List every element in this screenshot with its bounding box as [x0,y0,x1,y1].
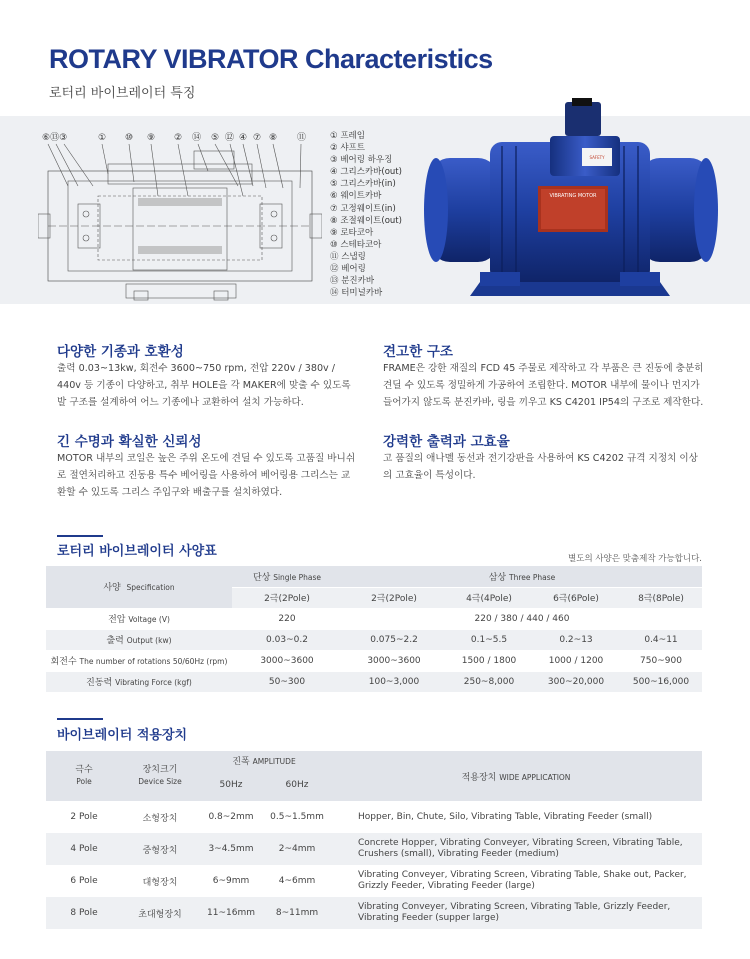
parts-legend [330,130,402,299]
table-cell: Vibrating Conveyer, Vibrating Screen, Vibrating Table, Grizzly Feeder, Vibrating Feeder (supper large) [330,897,702,929]
table-cell: 500~16,000 [620,671,702,692]
table-row [46,650,702,671]
table-cell: 0.075~2.2 [342,629,446,650]
table-cell: 6~9mm [212,876,250,886]
legend-item: ① 프레임 [330,131,365,141]
table-cell: Concrete Hopper, Vibrating Conveyer, Vibrating Screen, Vibrating Table, Crushers (small), Vibrating Feeder (medium) [330,833,702,865]
table-row [46,608,702,629]
table-cell: 0.4~11 [620,629,702,650]
warning-label: SAFETY [589,155,605,160]
legend-item: ⑫ 베어링 [330,264,366,275]
app-table-title: 바이브레이터 적용장치 [57,728,188,743]
custom-order-note: 별도의 사양은 맞춤제작 가능합니다. [568,554,702,564]
table-cell: 1000 / 1200 [548,655,604,666]
table-cell: 3~4.5mm [198,833,264,865]
table-cell: 0.2~13 [532,629,620,650]
table-cell: 4~6mm [278,876,316,886]
cross-section-diagram [38,126,322,302]
callout-11: ⑪ [297,133,307,143]
row-label: 전압 Voltage (V) [108,615,170,625]
legend-item: ⑨ 로타코아 [330,227,374,238]
section-rule [57,718,103,720]
table-cell: 2 Pole [70,812,98,822]
table-cell: 220 [278,613,296,624]
spec-table-title: 로터리 바이브레이터 사양표 [57,544,217,559]
feature-title: 견고한 구조 [383,344,453,360]
vibrator-motor-photo [420,96,720,306]
spec-label-header: 사양 Specification [46,566,232,608]
row-label: 출력 Output (kw) [46,629,232,650]
page-subtitle: 로터리 바이브레이터 특징 [49,86,196,101]
table-cell: 대형장치 [142,877,178,888]
table-row [46,801,702,833]
size-column-header: 장치크기 Device Size [122,751,198,801]
table-cell: 6 Pole [70,876,98,886]
pole-header: 8극(8Pole) [620,587,702,608]
table-cell: 250~8,000 [446,671,532,692]
pole-header: 6극(6Pole) [532,587,620,608]
application-table [46,751,702,929]
callout-6-13-3: ⑥⑬③ [42,133,68,143]
table-cell: 4 Pole [46,833,122,865]
table-cell: 750~900 [640,655,682,666]
table-cell: 8~11mm [264,897,330,929]
callout-7: ⑦ [253,133,262,143]
legend-item: ⑩ 스테타코아 [330,239,382,250]
table-cell: Hopper, Bin, Chute, Silo, Vibrating Table, Vibrating Feeder (small) [358,811,653,822]
table-cell: 100~3,000 [342,671,446,692]
nameplate-text: VIBRATING MOTOR [549,193,597,199]
table-cell: 소형장치 [142,813,178,824]
table-row [46,629,702,650]
feature-body: 고 품질의 애나멜 동선과 전기강판을 사용하여 KS C4202 규격 지정치 이상의 고효율이 특성이다. [383,453,698,481]
feature-title: 긴 수명과 확실한 신뢰성 [57,434,202,450]
table-cell: 3000~3600 [367,655,421,666]
amplitude-header: 진폭 AMPLITUDE [198,751,330,769]
section-rule [57,535,103,537]
legend-item: ② 샤프트 [330,143,365,154]
callout-5: ⑤ [211,133,220,143]
callout-4: ④ [239,133,248,143]
callout-14: ⑭ [192,133,202,143]
table-cell: 1500 / 1800 [461,655,517,666]
table-cell: 220 / 380 / 440 / 460 [474,613,570,624]
table-cell: 0.8~2mm [208,812,254,822]
table-row [46,671,702,692]
pole-column-header: 극수 Pole [46,751,122,801]
table-cell: 0.03~0.2 [232,629,342,650]
callout-2: ② [174,133,183,143]
three-phase-header: 삼상 Three Phase [342,566,702,587]
table-cell: 초대형장치 [122,897,198,929]
pole-header: 2극(2Pole) [232,587,342,608]
callout-9: ⑨ [147,133,156,143]
table-cell: 3000~3600 [260,655,314,666]
feature-body: MOTOR 내부의 코일은 높은 주위 온도에 견딜 수 있도록 고품질 바니쉬로 절연처리하고 진동용 특수 베어링을 사용하여 베어링용 그리스는 교환할 수 있도록 그리스 주입구와 배출구를 설치하였다. [57,453,356,498]
hz60-header: 60Hz [264,769,330,801]
legend-item: ⑭ 터미널카바 [330,288,383,299]
table-cell: 0.5~1.5mm [270,812,324,822]
spec-table [46,566,702,693]
callout-8: ⑧ [269,133,278,143]
callout-1: ① [98,133,107,143]
table-cell: 8 Pole [46,897,122,929]
table-row [46,833,702,865]
legend-item: ⑬ 분진카바 [330,276,375,287]
table-row [46,865,702,897]
callout-10: ⑩ [125,133,134,143]
legend-item: ⑦ 고정웨이트(in) [330,203,396,214]
application-header: 적용장치 WIDE APPLICATION [330,751,702,801]
table-row [46,897,702,929]
legend-item: ③ 베어링 하우징 [330,155,393,166]
feature-title: 다양한 기종과 호환성 [57,344,184,360]
legend-item: ④ 그리스카바(out) [330,167,402,178]
pole-header: 2극(2Pole) [342,587,446,608]
table-cell: 50~300 [232,671,342,692]
pole-header: 4극(4Pole) [446,587,532,608]
table-cell: 중형장치 [122,833,198,865]
row-label: 회전수 The number of rotations 50/60Hz (rpm) [50,657,228,667]
table-cell: Vibrating Conveyer, Vibrating Screen, Vibrating Table, Shake out, Packer, Grizzly Feeder, Vibrating Feeder (large) [358,870,687,891]
legend-item: ⑪ 스냅링 [330,251,366,262]
table-cell: 300~20,000 [532,671,620,692]
feature-body: 출력 0.03~13kw, 회전수 3600~750 rpm, 전압 220v / 380v / 440v 등 기종이 다양하고, 취부 HOLE을 각 MAKER에 맞출 수 있도록 발 구조를 설계하여 어느 기종에나 교환하여 설치 가능하다. [57,363,351,408]
row-label: 진동력 Vibrating Force (kgf) [46,671,232,692]
feature-title: 강력한 출력과 고효율 [383,434,510,450]
table-cell: 11~16mm [198,897,264,929]
page-title: ROTARY VIBRATOR Characteristics [49,44,493,74]
legend-item: ⑧ 조절웨이트(out) [330,215,402,226]
feature-body: FRAME은 강한 재질의 FCD 45 주물로 제작하고 각 부품은 큰 진동에 충분히 견딜 수 있도록 정밀하게 가공하여 조립한다. MOTOR 내부에 물이나 먼지가 들어가지 않도록 분진카바, 링을 끼우고 KS C4201 IP54의 구조로 제작한다. [383,363,704,408]
legend-item: ⑥ 웨이트카바 [330,191,382,202]
hz50-header: 50Hz [198,769,264,801]
table-cell: 0.1~5.5 [446,629,532,650]
legend-item: ⑤ 그리스카바(in) [330,179,396,190]
table-cell: 2~4mm [264,833,330,865]
callout-12: ⑫ [225,133,235,143]
single-phase-header: 단상 Single Phase [232,566,342,587]
